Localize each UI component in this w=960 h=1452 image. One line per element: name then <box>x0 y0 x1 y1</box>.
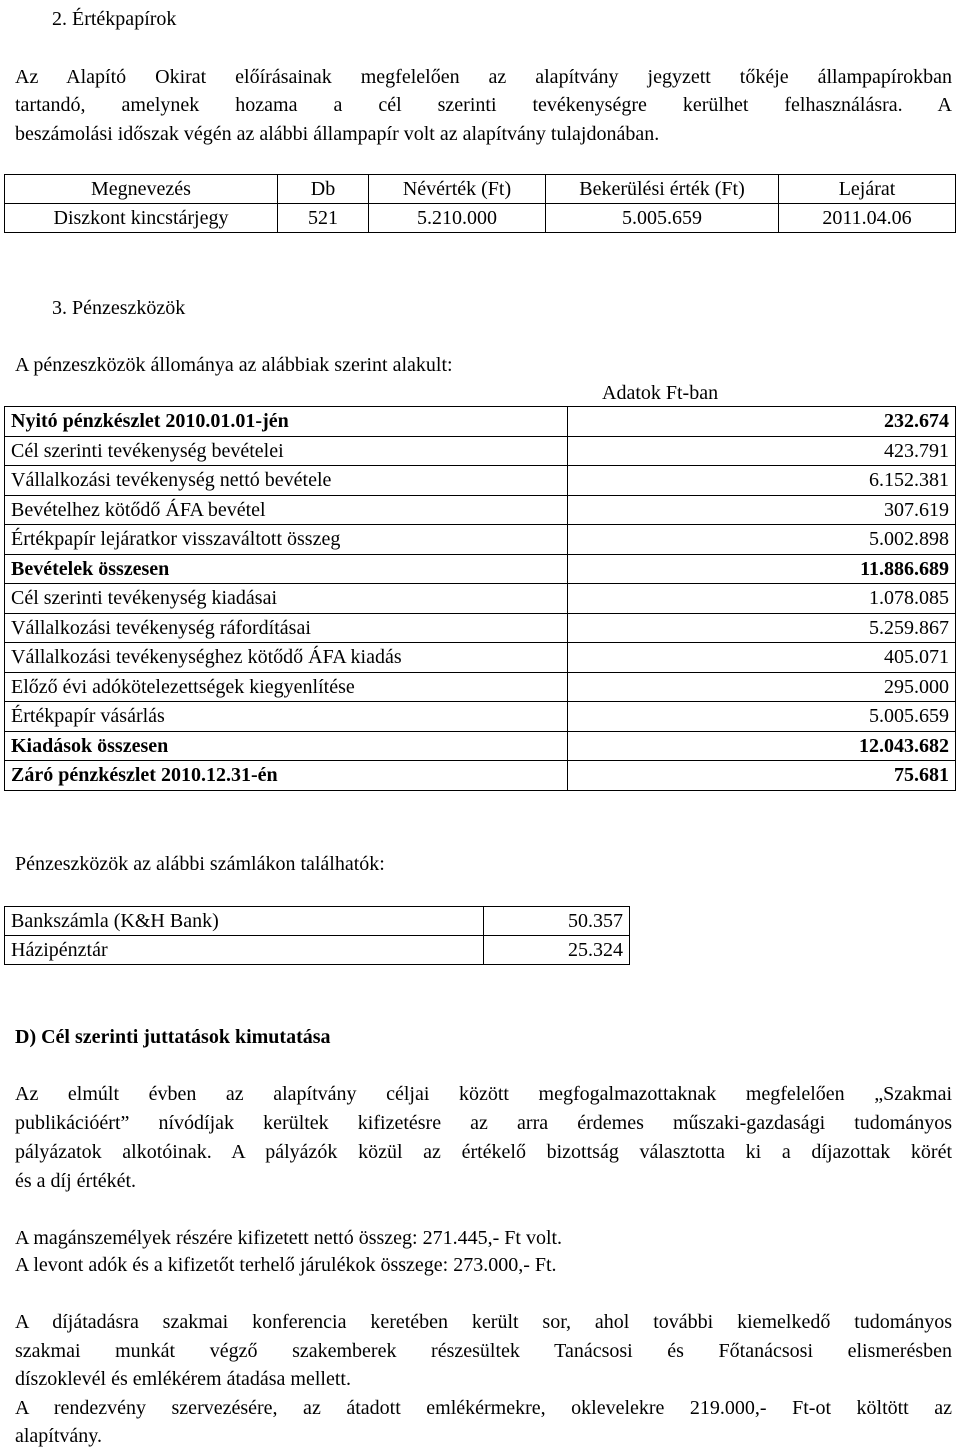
table-row <box>5 936 630 965</box>
header-cell: Megnevezés <box>5 175 278 204</box>
cash-row-value: 232.674 <box>568 407 956 437</box>
cash-row-label: Vállalkozási tevékenység ráfordításai <box>5 613 568 643</box>
cash-row-label: Bevételhez kötődő ÁFA bevétel <box>5 495 568 525</box>
table-row <box>5 466 956 496</box>
table-row <box>5 495 956 525</box>
securities-data-row <box>5 204 956 233</box>
cash-row-label: Előző évi adókötelezettségek kiegyenlítése <box>5 672 568 702</box>
table-cell: 5.210.000 <box>369 204 546 233</box>
section-d-para1-line-2: publikációért” nívódíjak kerültek kifizetésre az arra érdemes műszaki-gazdasági tudományos <box>15 1112 952 1134</box>
section-2-para-line-1: Az Alapító Okirat előírásainak megfelelően az alapítvány jegyzett tőkéje állampapírokban <box>15 66 952 88</box>
table-cell: 2011.04.06 <box>779 204 956 233</box>
header-cell: Bekerülési érték (Ft) <box>546 175 779 204</box>
net-amount-line: A magánszemélyek részére kifizetett nettó összeg: 271.445,- Ft volt. <box>15 1227 563 1249</box>
account-value: 50.357 <box>484 907 630 936</box>
table-row <box>5 525 956 555</box>
table-row <box>5 907 630 936</box>
cash-row-value: 295.000 <box>568 672 956 702</box>
cash-row-value: 307.619 <box>568 495 956 525</box>
cash-row-label: Cél szerinti tevékenység kiadásai <box>5 584 568 614</box>
accounts-intro: Pénzeszközök az alábbi számlákon találhatók: <box>15 853 385 875</box>
cash-row-value: 5.259.867 <box>568 613 956 643</box>
table-row <box>5 761 956 791</box>
cash-row-value: 75.681 <box>568 761 956 791</box>
account-value: 25.324 <box>484 936 630 965</box>
cash-row-value: 6.152.381 <box>568 466 956 496</box>
accounts-table <box>4 906 630 965</box>
header-cell: Névérték (Ft) <box>369 175 546 204</box>
table-cell: 5.005.659 <box>546 204 779 233</box>
cash-row-value: 1.078.085 <box>568 584 956 614</box>
section-d-para3-line-1: A rendezvény szervezésére, az átadott emlékérmekre, oklevelekre 219.000,- Ft-ot költött az <box>15 1397 952 1419</box>
table-row <box>5 436 956 466</box>
table-cell: 521 <box>278 204 369 233</box>
cash-row-label: Értékpapír lejáratkor visszaváltott összeg <box>5 525 568 555</box>
table-row <box>5 584 956 614</box>
section-d-heading: D) Cél szerinti juttatások kimutatása <box>15 1026 331 1048</box>
table-row <box>5 643 956 673</box>
table-cell: Diszkont kincstárjegy <box>5 204 278 233</box>
cash-row-label: Záró pénzkészlet 2010.12.31-én <box>5 761 568 791</box>
cash-row-label: Bevételek összesen <box>5 554 568 584</box>
cash-row-label: Vállalkozási tevékenység nettó bevétele <box>5 466 568 496</box>
section-d-para3-line-2: alapítvány. <box>15 1425 103 1447</box>
securities-header-row <box>5 175 956 204</box>
account-label: Bankszámla (K&H Bank) <box>5 907 484 936</box>
cash-row-value: 12.043.682 <box>568 731 956 761</box>
cash-row-value: 5.002.898 <box>568 525 956 555</box>
section-3-heading: 3. Pénzeszközök <box>52 297 186 319</box>
tax-amount-line: A levont adók és a kifizetőt terhelő járulékok összege: 273.000,- Ft. <box>15 1254 557 1276</box>
section-d-para2-line-2: szakmai munkát végző szakemberek részesültek Tanácsosi és Főtanácsosi elismerésben <box>15 1340 952 1362</box>
table-row <box>5 407 956 437</box>
header-cell: Lejárat <box>779 175 956 204</box>
cash-row-label: Vállalkozási tevékenységhez kötődő ÁFA kiadás <box>5 643 568 673</box>
section-2-heading: 2. Értékpapírok <box>52 8 177 30</box>
securities-table <box>4 174 956 233</box>
cash-row-value: 11.886.689 <box>568 554 956 584</box>
header-cell: Db <box>278 175 369 204</box>
section-d-para1-line-3: pályázatok alkotóinak. A pályázók közül az értékelő bizottság választotta ki a díjazottak körét <box>15 1141 952 1163</box>
cash-row-label: Nyitó pénzkészlet 2010.01.01-jén <box>5 407 568 437</box>
cash-row-label: Cél szerinti tevékenység bevételei <box>5 436 568 466</box>
table-row <box>5 554 956 584</box>
unit-note: Adatok Ft-ban <box>602 382 719 404</box>
section-2-para-line-2: tartandó, amelynek hozama a cél szerinti tevékenységre kerülhet felhasználásra. A <box>15 94 952 116</box>
cash-row-value: 423.791 <box>568 436 956 466</box>
table-row <box>5 702 956 732</box>
section-d-para2-line-1: A díjátadásra szakmai konferencia keretében került sor, ahol további kiemelkedő tudományos <box>15 1311 952 1333</box>
section-d-para2-line-3: díszoklevél és emlékérem átadása mellett. <box>15 1368 351 1390</box>
cash-flow-table <box>4 406 956 791</box>
cash-row-value: 5.005.659 <box>568 702 956 732</box>
cash-row-value: 405.071 <box>568 643 956 673</box>
table-row <box>5 613 956 643</box>
table-row <box>5 672 956 702</box>
cash-row-label: Értékpapír vásárlás <box>5 702 568 732</box>
section-3-intro: A pénzeszközök állománya az alábbiak szerint alakult: <box>15 354 453 376</box>
section-2-para-line-3: beszámolási időszak végén az alábbi állampapír volt az alapítvány tulajdonában. <box>15 123 660 145</box>
section-d-para1-line-4: és a díj értékét. <box>15 1170 137 1192</box>
account-label: Házipénztár <box>5 936 484 965</box>
table-row <box>5 731 956 761</box>
cash-row-label: Kiadások összesen <box>5 731 568 761</box>
section-d-para1-line-1: Az elmúlt évben az alapítvány céljai között megfogalmazottaknak megfelelően „Szakmai <box>15 1083 952 1105</box>
